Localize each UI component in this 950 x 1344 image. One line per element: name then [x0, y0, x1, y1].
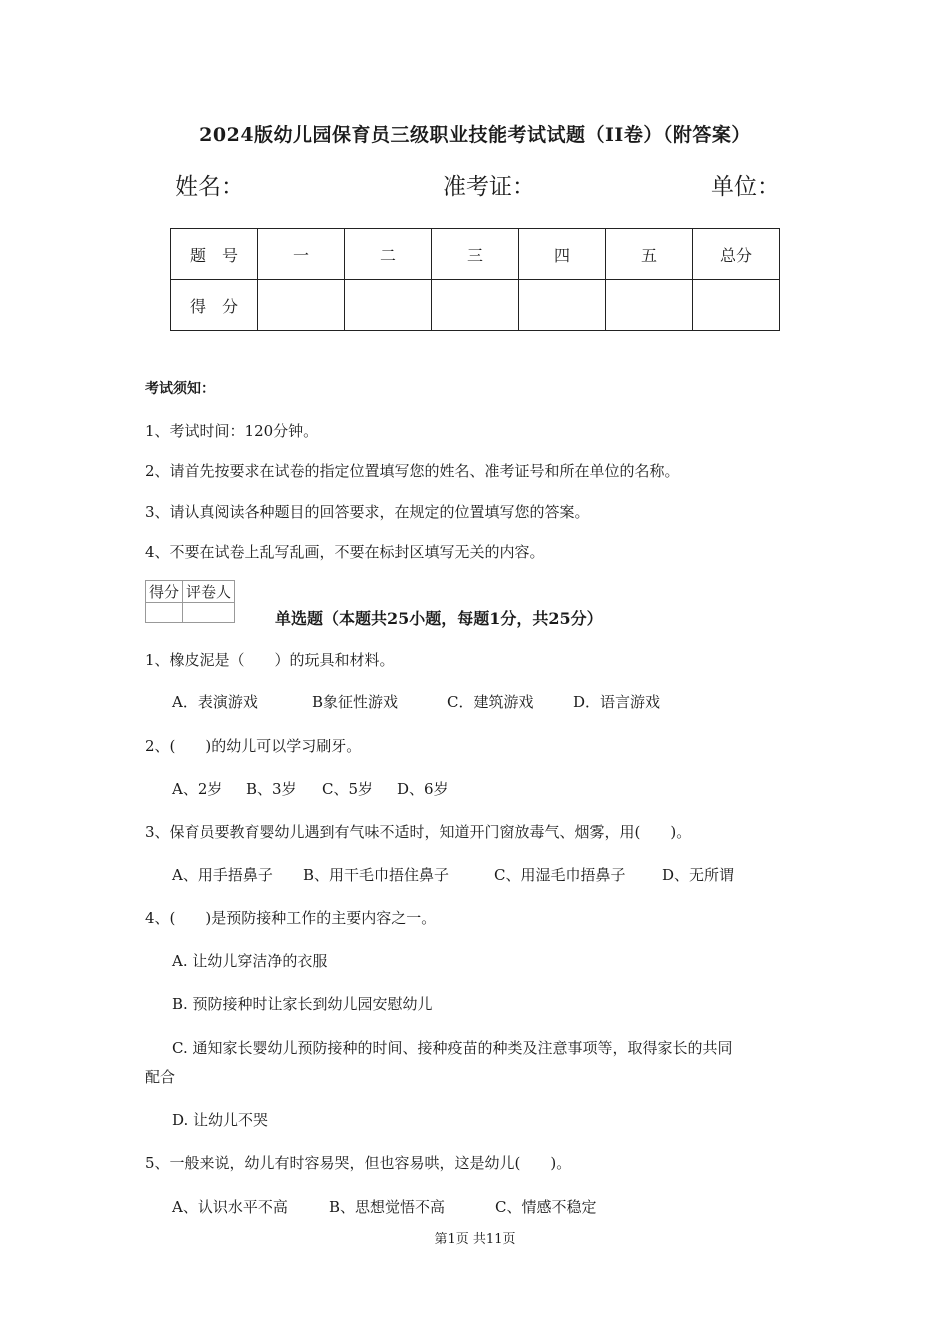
option: B、用干毛巾捂住鼻子 [303, 866, 450, 884]
score-input-cell[interactable] [432, 280, 519, 331]
question-stem: 1、橡皮泥是（ ）的玩具和材料。 [145, 651, 395, 669]
score-cell: 二 [345, 229, 432, 280]
score-cell: 一 [258, 229, 345, 280]
section-title: 单选题（本题共25小题，每题1分，共25分） [275, 609, 603, 628]
grader-box [145, 580, 235, 623]
notice-item: 1、考试时间：120分钟。 [145, 422, 319, 440]
question-stem: 2、( )的幼儿可以学习刷牙。 [145, 737, 362, 755]
option: C．建筑游戏 [447, 693, 534, 711]
option: A、用手捂鼻子 [172, 866, 273, 884]
exam-number-label: 准考证： [443, 174, 535, 200]
option: A、2岁 [172, 780, 223, 798]
notice-heading: 考试须知： [145, 381, 215, 397]
option: A．表演游戏 [172, 693, 258, 711]
question-stem: 5、一般来说，幼儿有时容易哭，但也容易哄，这是幼儿( )。 [145, 1154, 572, 1172]
option: B象征性游戏 [312, 693, 399, 711]
page-footer: 第1页 共11页 [434, 1232, 516, 1247]
score-cell: 三 [432, 229, 519, 280]
score-input-cell[interactable] [519, 280, 606, 331]
option: A、认识水平不高 [172, 1198, 288, 1216]
score-input-cell[interactable] [606, 280, 693, 331]
question-stem: 4、( )是预防接种工作的主要内容之一。 [145, 909, 437, 927]
question-stem: 3、保育员要教育婴幼儿遇到有气味不适时，知道开门窗放毒气、烟雾，用( )。 [145, 823, 692, 841]
grader-reviewer-label: 评卷人 [183, 581, 235, 603]
score-cell: 四 [519, 229, 606, 280]
unit-label: 单位： [711, 174, 780, 200]
option: B、思想觉悟不高 [329, 1198, 446, 1216]
options-row [172, 778, 449, 799]
document-title: 2024版幼儿园保育员三级职业技能考试试题（II卷）（附答案） [199, 124, 751, 146]
notice-item: 4、不要在试卷上乱写乱画，不要在标封区填写无关的内容。 [145, 543, 545, 561]
grader-score-cell[interactable] [146, 603, 183, 623]
score-input-cell[interactable] [693, 280, 780, 331]
option: B、3岁 [246, 780, 297, 798]
name-label: 姓名： [175, 174, 244, 200]
option: A. 让幼儿穿洁净的衣服 [172, 952, 328, 970]
option: B. 预防接种时让家长到幼儿园安慰幼儿 [172, 995, 433, 1013]
options-row [172, 1196, 596, 1217]
grader-reviewer-cell[interactable] [183, 603, 235, 623]
option: C. 通知家长婴幼儿预防接种的时间、接种疫苗的种类及注意事项等，取得家长的共同 [172, 1039, 733, 1057]
score-input-cell[interactable] [258, 280, 345, 331]
option: C、情感不稳定 [495, 1198, 597, 1216]
score-input-cell[interactable] [345, 280, 432, 331]
notice-item: 2、请首先按要求在试卷的指定位置填写您的姓名、准考证号和所在单位的名称。 [145, 462, 680, 480]
option: D、无所谓 [662, 866, 735, 884]
option: C、5岁 [322, 780, 374, 798]
score-table-header-row [171, 229, 780, 280]
notice-item: 3、请认真阅读各种题目的回答要求，在规定的位置填写您的答案。 [145, 503, 590, 521]
score-cell: 得 分 [171, 280, 258, 331]
options-row [172, 691, 660, 712]
score-table [170, 228, 780, 331]
score-table-score-row [171, 280, 780, 331]
option: D. 让幼儿不哭 [172, 1111, 269, 1129]
option: D、6岁 [397, 780, 449, 798]
option: D．语言游戏 [573, 693, 661, 711]
option-continuation: 配合 [145, 1068, 176, 1086]
score-cell: 题 号 [171, 229, 258, 280]
grader-score-label: 得分 [146, 581, 183, 603]
score-cell: 总分 [693, 229, 780, 280]
score-cell: 五 [606, 229, 693, 280]
options-row [172, 864, 734, 885]
option: C、用湿毛巾捂鼻子 [494, 866, 626, 884]
